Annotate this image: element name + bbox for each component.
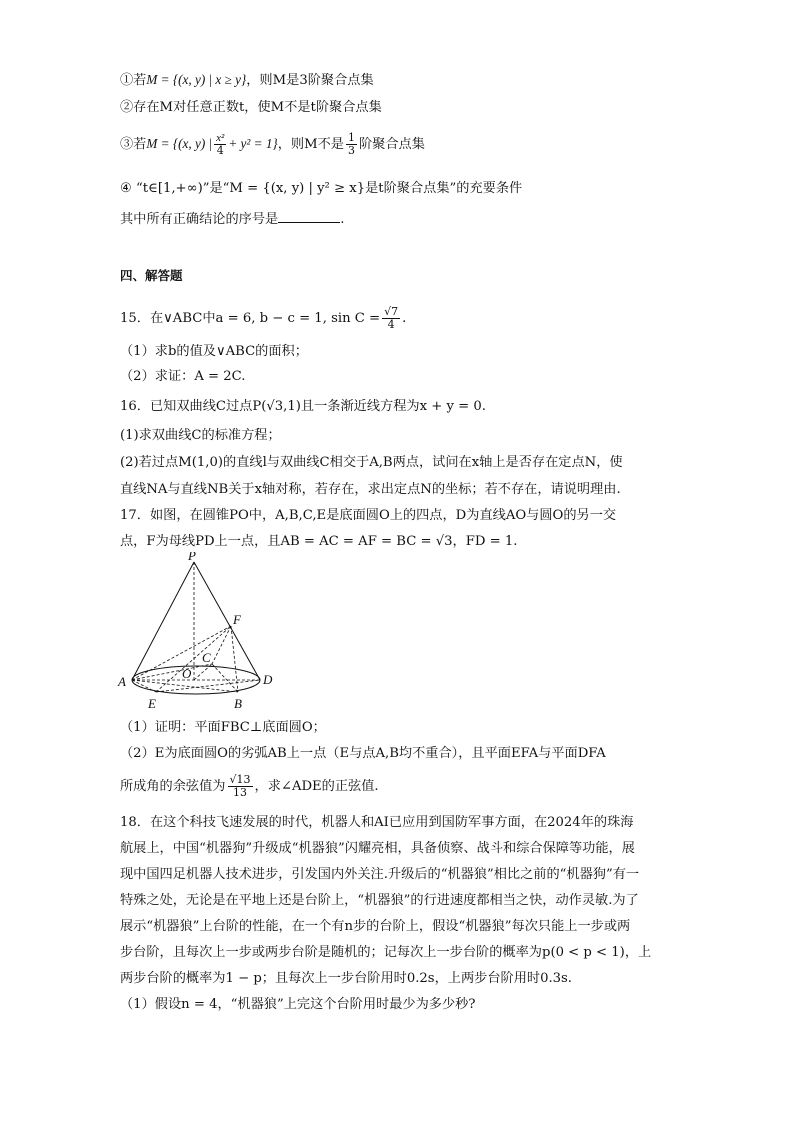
q16-stem-text: 16．已知双曲线C过点P(√3,1)且一条渐近线方程为x + y = 0. [120, 399, 486, 414]
q17-part-2-line-2 [120, 770, 379, 804]
fraction-denominator: 3 [347, 144, 355, 157]
label-o: O [182, 666, 192, 681]
q18-line-5 [120, 917, 630, 937]
q18-line-6 [120, 943, 651, 963]
segment-ef [156, 626, 231, 692]
statement-1-prefix: ①若 [120, 73, 147, 88]
label-c: C [202, 650, 211, 665]
fraction-numerator: √13 [229, 773, 251, 786]
q18-line-1 [120, 813, 633, 833]
q16-part-2-line-1 [120, 453, 623, 473]
q18-text-4: 特殊之处，无论是在平地上还是台阶上，“机器狼”的行进速度都相当之快，动作灵敏.为了 [120, 893, 639, 908]
statement-3-fraction-2 [346, 132, 357, 157]
segment-ae [132, 680, 156, 692]
segment-fb [231, 626, 238, 692]
answer-prompt-text: 其中所有正确结论的序号是 [120, 212, 279, 227]
q18-line-3 [120, 865, 639, 885]
q18-text-5: 展示“机器狼”上台阶的性能，在一个有n步的台阶上，假设“机器狼”每次只能上一步或两 [120, 919, 631, 934]
statement-2 [120, 98, 382, 118]
segment-ed [156, 680, 260, 692]
label-p: P [188, 552, 196, 563]
q18-line-2 [120, 839, 635, 859]
q18-text-2: 航展上，中国“机器狗”升级成“机器狼”闪耀亮相，具备侦察、战斗和综合保障等功能，展 [120, 841, 635, 856]
q16-stem [120, 397, 486, 417]
statement-3-mid: ，则M不是 [277, 137, 344, 152]
answer-blank [278, 210, 340, 223]
q18-part-1-text: （1）假设n = 4，“机器狼”上完这个台阶用时最少为多少秒? [120, 997, 476, 1012]
statement-1 [120, 70, 374, 91]
section-title [120, 266, 183, 286]
statement-3-suffix: 阶聚合点集 [358, 137, 425, 152]
q18-line-7 [120, 969, 572, 989]
q15-part-1 [120, 342, 308, 362]
fraction-denominator: 4 [216, 144, 224, 157]
statement-1-set: M = {(x, y) | x ≥ y} [146, 72, 247, 87]
statement-3-fraction [214, 132, 226, 157]
label-d: D [263, 672, 273, 687]
statement-3 [120, 130, 425, 159]
q15-stem [120, 304, 406, 334]
q16-part-2-line-2 [120, 480, 621, 500]
q15-part-2-text: （2）求证：A = 2C. [120, 369, 246, 384]
statement-3-set-a: M = {(x, y) | [146, 136, 213, 151]
q18-text-3: 现中国四足机器人技术进步，引发国内外关注.升级后的“机器狼”相比之前的“机器狗”有一 [120, 867, 640, 882]
q16-part-2-text-b: 直线NA与直线NB关于x轴对称，若存在，求出定点N的坐标；若不存在，请说明理由. [120, 482, 621, 497]
q17-part-2-text-c: ，求∠ADE的正弦值. [254, 779, 379, 794]
q17-stem-line-1 [120, 506, 616, 526]
fraction-denominator: 4 [387, 318, 395, 331]
fraction-numerator: 1 [347, 131, 355, 144]
q16-part-1-text: (1)求双曲线C的标准方程； [120, 428, 281, 443]
label-e: E [148, 696, 156, 711]
q17-part-2-text-a: （2）E为底面圆O的劣弧AB上一点（E与点A,B均不重合），且平面EFA与平面DFA [120, 746, 606, 761]
fraction-denominator: 13 [233, 786, 247, 799]
cone-figure [114, 552, 284, 714]
q15-fraction [382, 306, 400, 331]
answer-prompt [120, 210, 344, 230]
q17-fraction [228, 774, 253, 799]
q18-text-6: 步台阶，且每次上一步或两步台阶是随机的；记每次上一步台阶的概率为p(0 < p < 1)，上 [120, 945, 652, 960]
q15-part-2 [120, 367, 246, 387]
q17-stem-text-a: 17．如图，在圆锥PO中，A,B,C,E是底面圆O上的四点，D为直线AO与圆O的另一交 [120, 508, 617, 523]
statement-4-text: ④ “t∈[1,+∞)”是“M = {(x, y) | y² ≥ x}是t阶聚合点集”的充要条件 [120, 181, 523, 196]
statement-3-set-b: + y² = 1} [228, 136, 278, 151]
statement-2-text: ②存在M对任意正数t，使M不是t阶聚合点集 [120, 100, 382, 115]
label-a: A [118, 674, 126, 689]
q18-part-1 [120, 995, 475, 1015]
label-f: F [233, 612, 241, 627]
q17-part-2-line-1 [120, 744, 606, 764]
q15-stem-end: . [402, 311, 407, 326]
q17-part-2-text-b: 所成角的余弦值为 [120, 779, 226, 794]
statement-4 [120, 179, 522, 199]
q17-stem-line-2 [120, 532, 517, 552]
segment-bc [212, 664, 238, 692]
q16-part-2-text-a: (2)若过点M(1,0)的直线l与双曲线C相交于A,B两点，试问在x轴上是否存在定点N，使 [120, 455, 623, 470]
generatrix-left [132, 562, 194, 680]
q18-text-1: 18．在这个科技飞速发展的时代，机器人和AI已应用到国防军事方面，在2024年的珠海 [120, 815, 634, 830]
q17-stem-text-b: 点，F为母线PD上一点，且AB = AC = AF = BC = √3，FD = 1. [120, 534, 518, 549]
q18-line-4 [120, 891, 639, 911]
fraction-numerator: x² [216, 132, 225, 144]
q17-part-1-text: （1）证明：平面FBC⊥底面圆O； [120, 720, 326, 735]
segment-ab [132, 680, 238, 692]
label-b: B [234, 696, 242, 711]
statement-3-prefix: ③若 [120, 137, 147, 152]
q18-text-7: 两步台阶的概率为1 − p；且每次上一步台阶用时0.2s，上两步台阶用时0.3s. [120, 971, 572, 986]
q17-part-1 [120, 718, 326, 738]
segment-fc [212, 626, 231, 664]
q15-stem-text: 15．在∨ABC中a = 6, b − c = 1, sin C = [120, 311, 381, 326]
q15-part-1-text: （1）求b的值及∨ABC的面积； [120, 344, 308, 359]
answer-prompt-end: . [340, 212, 345, 227]
q16-part-1 [120, 426, 281, 446]
fraction-numerator: √7 [384, 305, 399, 318]
section-title-text: 四、解答题 [120, 268, 183, 283]
statement-1-suffix: ，则M是3阶聚合点集 [246, 73, 374, 88]
